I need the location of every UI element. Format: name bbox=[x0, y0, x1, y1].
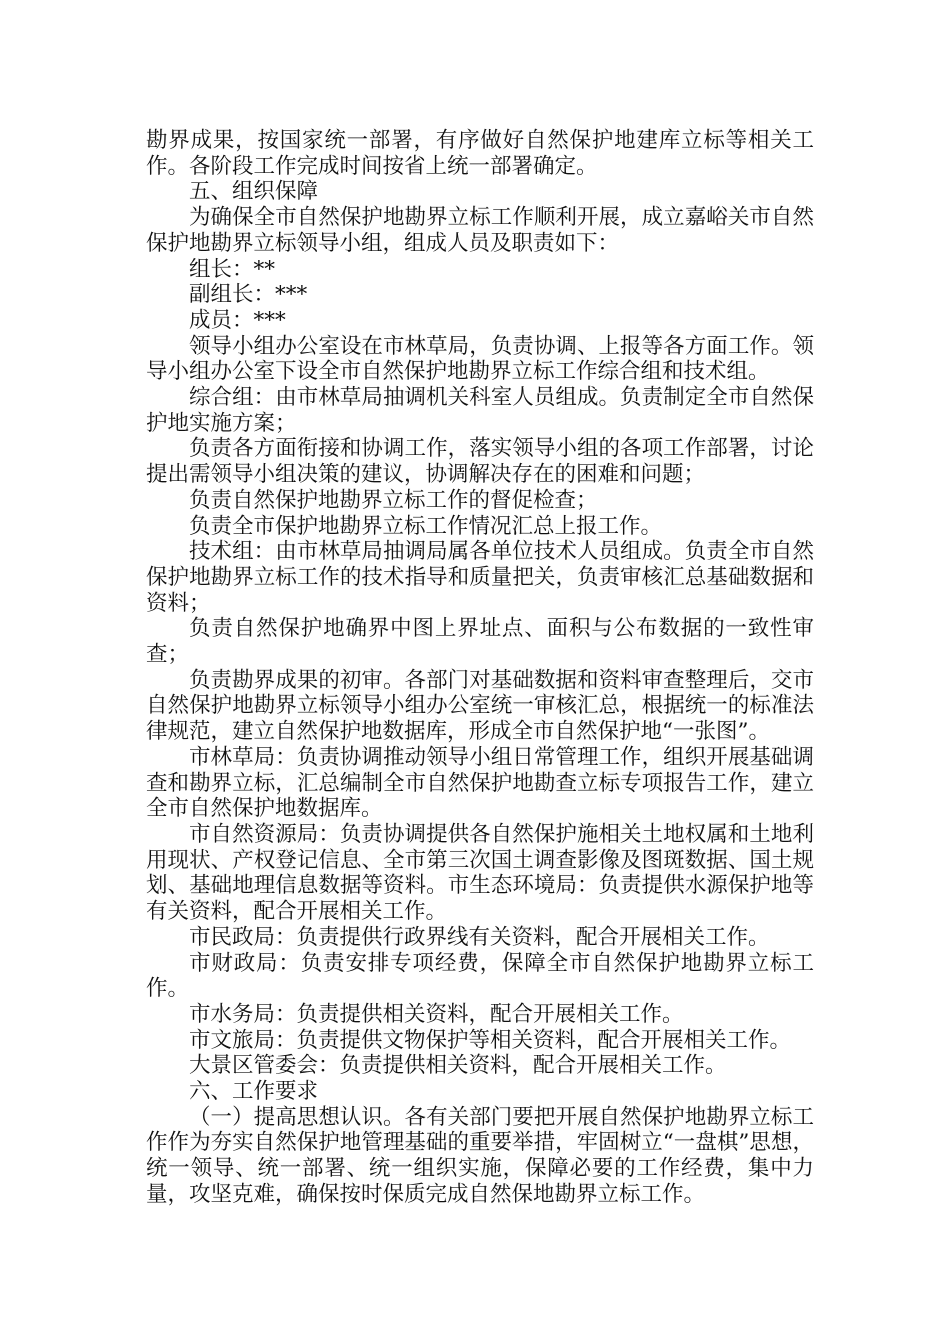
paragraph-civil-affairs-bureau: 市民政局：负责提供行政界线有关资料，配合开展相关工作。 bbox=[189, 924, 770, 950]
paragraph-deputy-leader: 副组长：*** bbox=[189, 282, 308, 308]
paragraph-scenic-area-committee: 大景区管委会：负责提供相关资料，配合开展相关工作。 bbox=[189, 1053, 727, 1079]
paragraph-office: 领导小组办公室设在市林草局，负责协调、上报等各方面工作。领导小组办公室下设全市自然保护地勘界立标工作综合组和技术组。 bbox=[146, 333, 814, 385]
paragraph-general-group: 综合组：由市林草局抽调机关科室人员组成。负责制定全市自然保护地实施方案； bbox=[146, 385, 814, 436]
paragraph-requirement-1: （一）提高思想认识。各有关部门要把开展自然保护地勘界立标工作作为夯实自然保护地管理基础的重要举措，牢固树立“一盘棋”思想，统一领导、统一部署、统一组织实施，保障必要的工作经费，集中力量，攻坚克难，确保按时保质完成自然保地勘界立标工作。 bbox=[146, 1104, 814, 1207]
paragraph-technical-group: 技术组：由市林草局抽调局属各单位技术人员组成。负责全市自然保护地勘界立标工作的技术指导和质量把关，负责审核汇总基础数据和资料； bbox=[146, 539, 814, 616]
paragraph-continuation: 勘界成果，按国家统一部署，有序做好自然保护地建库立标等相关工作。各阶段工作完成时间按省上统一部署确定。 bbox=[146, 128, 814, 179]
paragraph-water-bureau: 市水务局：负责提供相关资料，配合开展相关工作。 bbox=[189, 1001, 684, 1027]
paragraph-leading-group: 为确保全市自然保护地勘界立标工作顺利开展，成立嘉峪关市自然保护地勘界立标领导小组，组成人员及职责如下： bbox=[146, 205, 814, 256]
paragraph-culture-tourism-bureau: 市文旅局：负责提供文物保护等相关资料，配合开展相关工作。 bbox=[189, 1027, 792, 1053]
paragraph-preliminary-review: 负责勘界成果的初审。各部门对基础数据和资料审查整理后，交市自然保护地勘界立标领导小组办公室统一审核汇总，根据统一的标准法律规范，建立自然保护地数据库，形成全市自然保护地“一张图”。 bbox=[146, 667, 814, 745]
document-page bbox=[146, 128, 814, 1208]
paragraph-coordination: 负责各方面衔接和协调工作，落实领导小组的各项工作部署，讨论提出需领导小组决策的建议，协调解决存在的困难和问题； bbox=[146, 436, 814, 488]
paragraph-members: 成员：*** bbox=[189, 307, 286, 333]
paragraph-consistency-review: 负责自然保护地确界中图上界址点、面积与公布数据的一致性审查； bbox=[146, 616, 814, 668]
paragraph-summary-report: 负责全市保护地勘界立标工作情况汇总上报工作。 bbox=[189, 513, 663, 539]
paragraph-finance-bureau: 市财政局：负责安排专项经费，保障全市自然保护地勘界立标工作。 bbox=[146, 950, 814, 1002]
paragraph-forestry-bureau: 市林草局：负责协调推动领导小组日常管理工作，组织开展基础调查和勘界立标，汇总编制全市自然保护地勘查立标专项报告工作，建立全市自然保护地数据库。 bbox=[146, 744, 814, 822]
paragraph-natural-resources-bureau: 市自然资源局：负责协调提供各自然保护施相关土地权属和土地利用现状、产权登记信息、全市第三次国土调查影像及图斑数据、国土规划、基础地理信息数据等资料。市生态环境局：负责提供水源保护地等有关资料，配合开展相关工作。 bbox=[146, 821, 814, 925]
section-heading-requirements: 六、工作要求 bbox=[189, 1079, 319, 1105]
section-heading-organization: 五、组织保障 bbox=[189, 179, 319, 205]
paragraph-supervision: 负责自然保护地勘界立标工作的督促检查； bbox=[189, 487, 598, 513]
paragraph-group-leader: 组长：** bbox=[189, 256, 276, 282]
